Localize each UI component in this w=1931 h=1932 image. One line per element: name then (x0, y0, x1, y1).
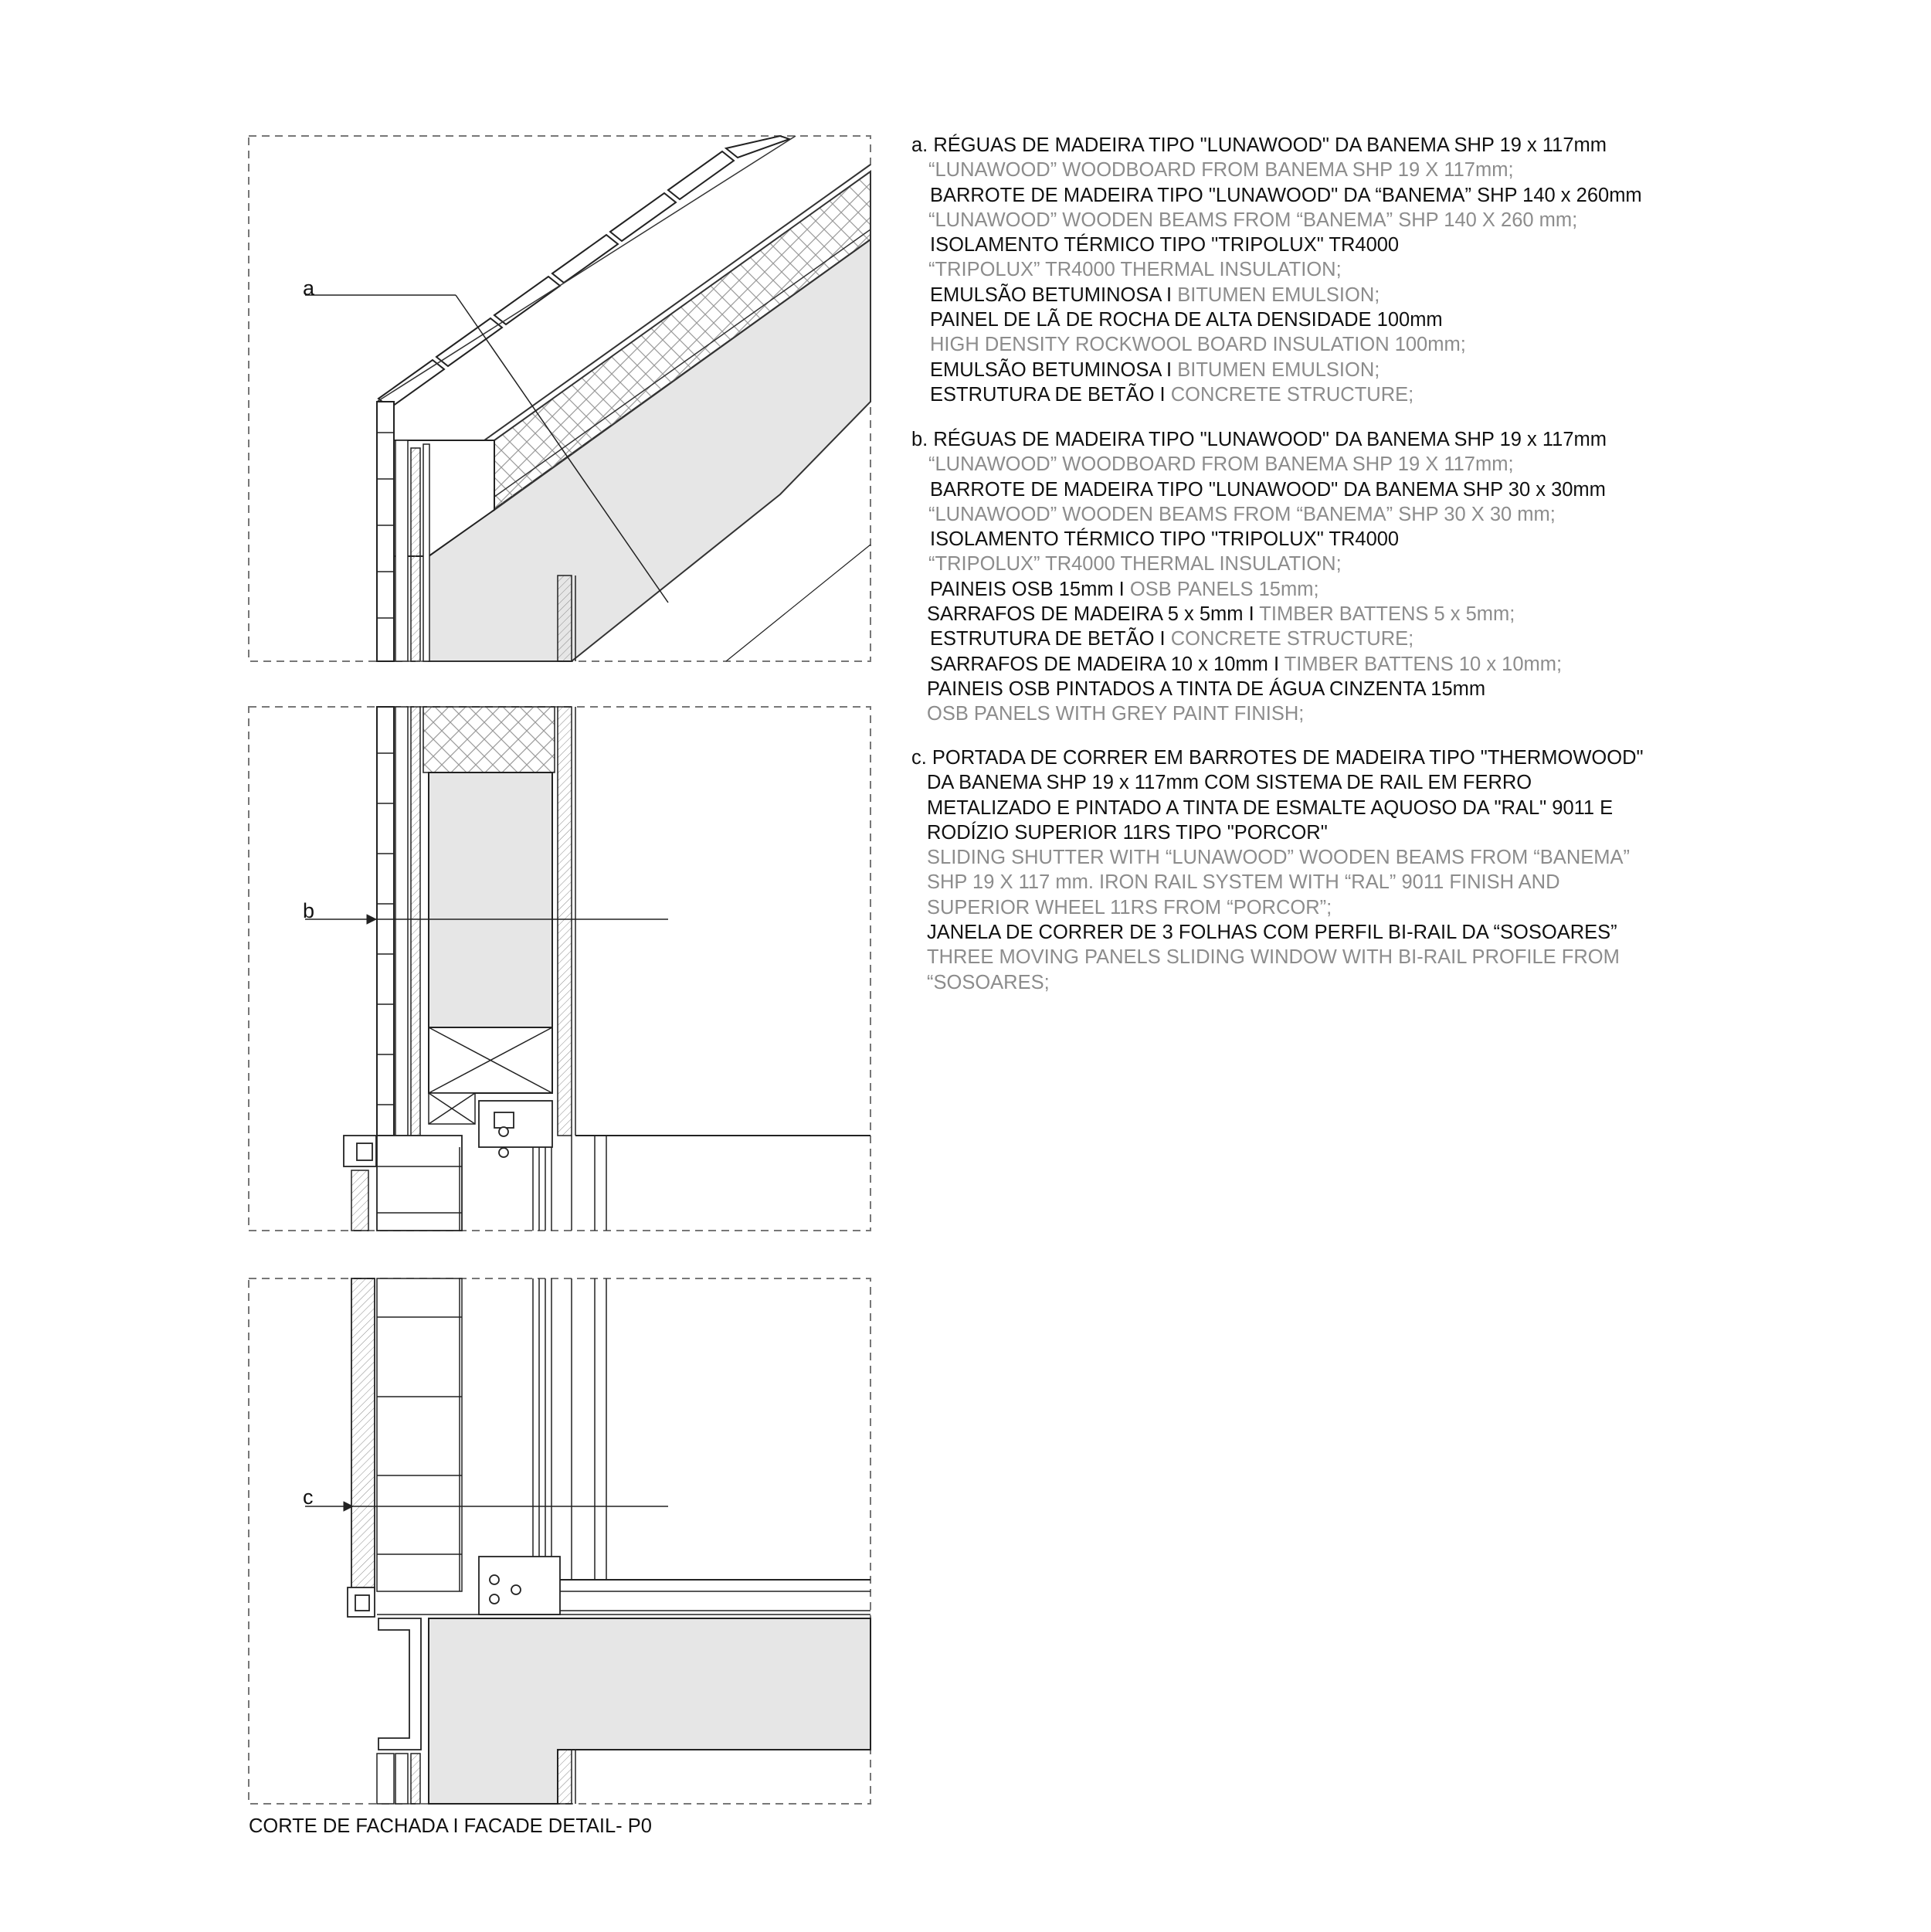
note-pt-text: DA BANEMA SHP 19 x 117mm COM SISTEMA DE RAIL EM FERRO (927, 772, 1532, 794)
note-en-text: CONCRETE STRUCTURE; (1170, 628, 1414, 650)
note-en-text: THREE MOVING PANELS SLIDING WINDOW WITH BI-RAIL PROFILE FROM (927, 946, 1620, 969)
note-en-text: SLIDING SHUTTER WITH “LUNAWOOD” WOODEN BEAMS FROM “BANEMA” (927, 847, 1630, 869)
note-a-line (911, 257, 1916, 282)
note-b-line (911, 527, 1916, 552)
note-a-line (911, 133, 1916, 158)
note-b-line (911, 602, 1916, 626)
note-pt-text: BARROTE DE MADEIRA TIPO "LUNAWOOD" DA BANEMA SHP 30 x 30mm (930, 478, 1606, 501)
note-en-text: TIMBER BATTENS 10 x 10mm; (1284, 653, 1563, 675)
note-c-line (911, 820, 1916, 845)
note-a-line (911, 358, 1916, 382)
note-c-line (911, 770, 1916, 795)
note-a-line (911, 158, 1916, 182)
callout-c-label: c (303, 1486, 314, 1509)
note-en-text: HIGH DENSITY ROCKWOOL BOARD INSULATION 100mm; (930, 334, 1466, 356)
note-en-text: “LUNAWOOD” WOODBOARD FROM BANEMA SHP 19 X 117mm; (928, 159, 1514, 182)
note-a-line (911, 332, 1916, 357)
note-pt-text: PAINEIS OSB 15mm I (930, 578, 1130, 600)
note-pt-text: PAINEIS OSB PINTADOS A TINTA DE ÁGUA CINZENTA 15mm (927, 677, 1486, 700)
note-c-line (911, 870, 1916, 895)
note-en-text: SHP 19 X 117 mm. IRON RAIL SYSTEM WITH “RAL” 9011 FINISH AND (927, 871, 1560, 894)
note-b-line (911, 552, 1916, 576)
note-en-text: OSB PANELS 15mm; (1129, 578, 1319, 600)
note-b-line (911, 477, 1916, 502)
note-pt-text: c. PORTADA DE CORRER EM BARROTES DE MADEIRA TIPO "THERMOWOOD" (911, 747, 1644, 769)
note-b-line (911, 577, 1916, 602)
note-pt-text: RODÍZIO SUPERIOR 11RS TIPO "PORCOR" (927, 821, 1328, 844)
note-c-line (911, 945, 1916, 969)
notes-c (911, 745, 1916, 995)
wall-insulation (423, 707, 555, 772)
note-pt-text: PAINEL DE LÃ DE ROCHA DE ALTA DENSIDADE 100mm (930, 309, 1443, 331)
note-en-text: BITUMEN EMULSION; (1177, 358, 1380, 381)
detail-panel-b (249, 707, 870, 1231)
sliding-window (460, 1278, 606, 1591)
note-en-text: TIMBER BATTENS 5 x 5mm; (1259, 603, 1515, 626)
wall-cladding-a (377, 402, 394, 661)
note-pt-text: ISOLAMENTO TÉRMICO TIPO "TRIPOLUX" TR4000 (930, 234, 1400, 256)
note-a-line (911, 283, 1916, 307)
note-en-text: BITUMEN EMULSION; (1177, 284, 1380, 306)
note-b-line (911, 677, 1916, 701)
drawing-title: CORTE DE FACHADA I FACADE DETAIL- P0 (249, 1815, 652, 1837)
note-b-line (911, 452, 1916, 477)
note-pt-text: METALIZADO E PINTADO A TINTA DE ESMALTE AQUOSO DA "RAL" 9011 E (927, 796, 1614, 819)
note-c-line (911, 745, 1916, 770)
note-en-text: “LUNAWOOD” WOODEN BEAMS FROM “BANEMA” SHP 30 X 30 mm; (928, 503, 1556, 525)
note-a-line (911, 307, 1916, 332)
sliding-shutter (351, 1278, 375, 1591)
note-pt-text: SARRAFOS DE MADEIRA 10 x 10mm I (930, 653, 1285, 675)
note-c-line (911, 920, 1916, 945)
note-pt-text: EMULSÃO BETUMINOSA I (930, 358, 1178, 381)
note-en-text: “LUNAWOOD” WOODBOARD FROM BANEMA SHP 19 X 117mm; (928, 453, 1514, 476)
note-b-line (911, 626, 1916, 651)
note-pt-text: a. RÉGUAS DE MADEIRA TIPO "LUNAWOOD" DA BANEMA SHP 19 x 117mm (911, 134, 1607, 156)
note-b-line (911, 502, 1916, 527)
wall-concrete-core (429, 772, 552, 1027)
callout-a-label: a (303, 277, 315, 300)
note-a-line (911, 183, 1916, 208)
note-a-line (911, 208, 1916, 233)
detail-panel-c (249, 1278, 870, 1804)
note-en-text: CONCRETE STRUCTURE; (1170, 383, 1414, 406)
note-b-line (911, 701, 1916, 726)
note-b-line (911, 652, 1916, 677)
note-pt-text: ESTRUTURA DE BETÃO I (930, 383, 1171, 406)
note-pt-text: ESTRUTURA DE BETÃO I (930, 628, 1171, 650)
note-en-text: OSB PANELS WITH GREY PAINT FINISH; (927, 703, 1305, 725)
note-en-text: “SOSOARES; (927, 971, 1050, 993)
note-pt-text: SARRAFOS DE MADEIRA 5 x 5mm I (927, 603, 1260, 626)
wall-cladding-b (377, 707, 394, 1136)
callout-b-label: b (303, 899, 315, 922)
note-en-text: “TRIPOLUX” TR4000 THERMAL INSULATION; (928, 553, 1342, 576)
note-c-line (911, 970, 1916, 995)
detail-panel-a (249, 136, 870, 661)
note-pt-text: BARROTE DE MADEIRA TIPO "LUNAWOOD" DA “BANEMA” SHP 140 x 260mm (930, 184, 1642, 206)
note-a-line (911, 233, 1916, 257)
note-a-line (911, 382, 1916, 407)
notes-a (911, 133, 1916, 407)
slab-edge-profile (378, 1618, 421, 1750)
note-en-text: “TRIPOLUX” TR4000 THERMAL INSULATION; (928, 259, 1342, 281)
note-c-line (911, 895, 1916, 920)
notes-b (911, 427, 1916, 727)
note-en-text: SUPERIOR WHEEL 11RS FROM “PORCOR”; (927, 896, 1332, 918)
note-c-line (911, 796, 1916, 820)
floor-concrete-slab (429, 1618, 870, 1804)
note-pt-text: b. RÉGUAS DE MADEIRA TIPO "LUNAWOOD" DA BANEMA SHP 19 x 117mm (911, 429, 1607, 450)
note-en-text: “LUNAWOOD” WOODEN BEAMS FROM “BANEMA” SHP 140 X 260 mm; (928, 209, 1578, 231)
note-b-line (911, 427, 1916, 452)
note-pt-text: ISOLAMENTO TÉRMICO TIPO "TRIPOLUX" TR4000 (930, 528, 1400, 551)
note-c-line (911, 845, 1916, 870)
note-pt-text: JANELA DE CORRER DE 3 FOLHAS COM PERFIL BI-RAIL DA “SOSOARES” (927, 922, 1617, 944)
note-pt-text: EMULSÃO BETUMINOSA I (930, 284, 1178, 306)
